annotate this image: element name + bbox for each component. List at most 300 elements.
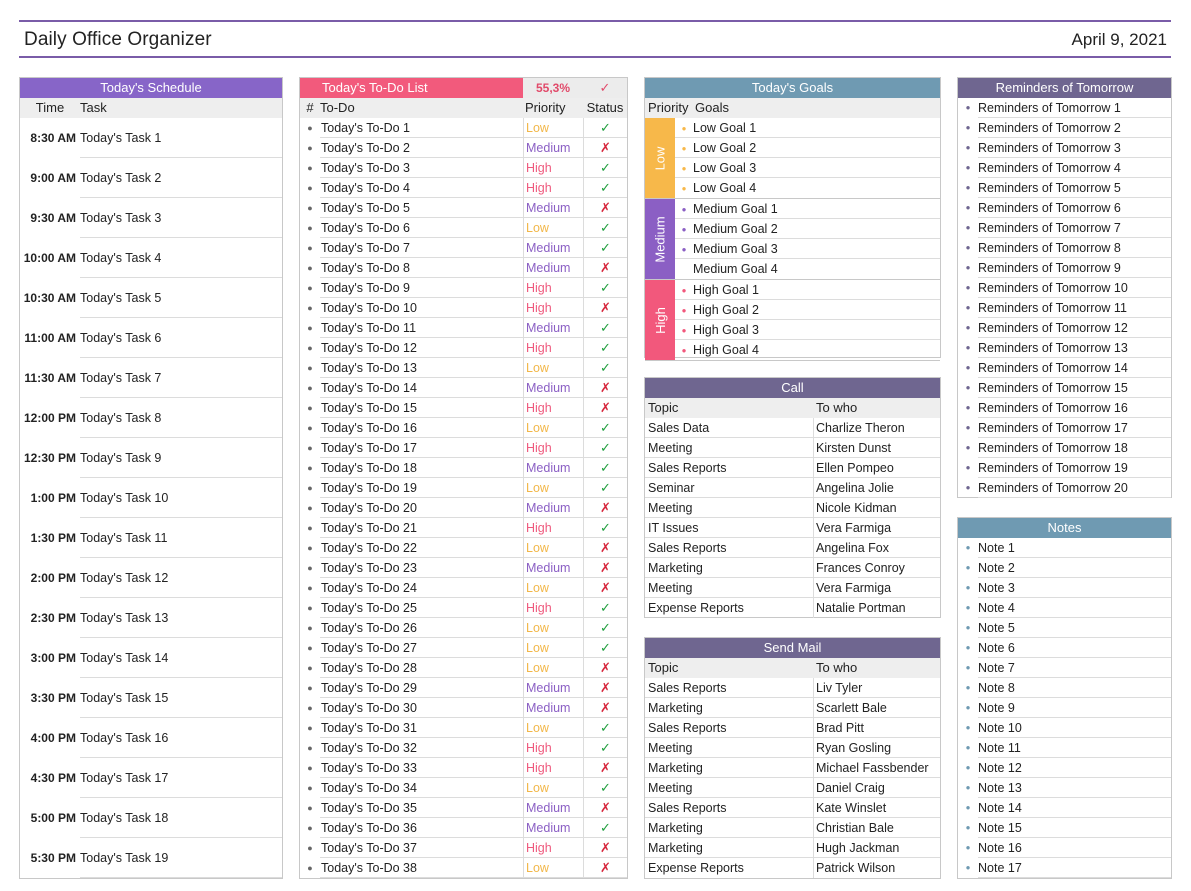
cross-icon[interactable]: ✗	[583, 138, 627, 158]
todo-priority: High	[523, 518, 583, 538]
mail-who: Liv Tyler	[816, 681, 863, 695]
check-icon[interactable]: ✓	[583, 338, 627, 358]
todo-name: Today's To-Do 30	[321, 701, 417, 715]
todo-priority: High	[523, 438, 583, 458]
reminders-item[interactable]	[958, 378, 1171, 398]
check-icon[interactable]: ✓	[583, 738, 627, 758]
notes-item[interactable]	[958, 838, 1171, 858]
bullet-icon: ●	[965, 283, 971, 292]
todo-priority: Low	[523, 778, 583, 798]
goal-item[interactable]	[675, 259, 940, 279]
schedule-row[interactable]	[20, 118, 282, 158]
reminders-item[interactable]	[958, 158, 1171, 178]
cross-icon[interactable]: ✗	[583, 378, 627, 398]
schedule-time: 11:30 AM	[24, 371, 76, 385]
reminders-text: Reminders of Tomorrow 3	[978, 141, 1121, 155]
mail-row[interactable]	[645, 798, 940, 818]
notes-title: Notes	[958, 518, 1171, 538]
mail-panel	[644, 637, 941, 879]
reminders-text: Reminders of Tomorrow 11	[978, 301, 1127, 315]
mail-row[interactable]	[645, 698, 940, 718]
cross-icon[interactable]: ✗	[583, 658, 627, 678]
todo-priority: Medium	[523, 378, 583, 398]
goal-text: High Goal 2	[693, 303, 760, 317]
call-row[interactable]	[645, 538, 940, 558]
todo-priority: Medium	[523, 238, 583, 258]
todo-priority: Low	[523, 418, 583, 438]
todo-name: Today's To-Do 34	[321, 781, 417, 795]
todo-priority: High	[523, 278, 583, 298]
goal-item[interactable]	[675, 118, 940, 138]
todo-row[interactable]	[300, 318, 627, 338]
notes-item[interactable]	[958, 598, 1171, 618]
goal-item[interactable]	[675, 158, 940, 178]
schedule-row[interactable]	[20, 638, 282, 678]
todo-priority: Low	[523, 718, 583, 738]
todo-name: Today's To-Do 28	[321, 661, 417, 675]
mail-topic: Sales Reports	[645, 678, 814, 698]
bullet-icon: ●	[307, 843, 313, 853]
call-row[interactable]	[645, 598, 940, 618]
cross-icon[interactable]: ✗	[583, 758, 627, 778]
call-row[interactable]	[645, 458, 940, 478]
check-icon[interactable]: ✓	[583, 178, 627, 198]
mail-row[interactable]	[645, 778, 940, 798]
bullet-icon: ●	[681, 123, 687, 133]
notes-item[interactable]	[958, 698, 1171, 718]
todo-row[interactable]	[300, 818, 627, 838]
notes-item[interactable]	[958, 538, 1171, 558]
todo-priority: Medium	[523, 318, 583, 338]
mail-topic: Marketing	[645, 698, 814, 718]
mail-who: Scarlett Bale	[816, 701, 887, 715]
todo-priority: High	[523, 178, 583, 198]
todo-row[interactable]	[300, 798, 627, 818]
cross-icon[interactable]: ✗	[583, 858, 627, 878]
bullet-icon: ●	[965, 683, 971, 692]
goal-text: Medium Goal 4	[693, 262, 778, 276]
bullet-icon: ●	[307, 143, 313, 153]
schedule-task: Today's Task 16	[80, 731, 169, 745]
cross-icon[interactable]: ✗	[583, 698, 627, 718]
todo-row[interactable]	[300, 338, 627, 358]
todo-priority: High	[523, 298, 583, 318]
mail-row[interactable]	[645, 818, 940, 838]
check-icon[interactable]: ✓	[583, 778, 627, 798]
todo-row[interactable]	[300, 598, 627, 618]
todo-name: Today's To-Do 2	[321, 141, 411, 155]
mail-topic: Marketing	[645, 838, 814, 858]
schedule-task: Today's Task 18	[80, 811, 169, 825]
reminders-item[interactable]	[958, 238, 1171, 258]
schedule-title: Today's Schedule	[20, 78, 282, 98]
notes-item[interactable]	[958, 658, 1171, 678]
reminders-text: Reminders of Tomorrow 15	[978, 381, 1128, 395]
bullet-icon: ●	[307, 723, 313, 733]
check-icon[interactable]: ✓	[583, 278, 627, 298]
call-row[interactable]	[645, 498, 940, 518]
reminders-item[interactable]	[958, 418, 1171, 438]
todo-name: Today's To-Do 31	[321, 721, 417, 735]
goal-item[interactable]	[675, 239, 940, 259]
bullet-icon: ●	[965, 223, 971, 232]
schedule-row[interactable]	[20, 358, 282, 398]
todo-row[interactable]	[300, 578, 627, 598]
call-row[interactable]	[645, 418, 940, 438]
todo-row[interactable]	[300, 658, 627, 678]
bullet-icon: ●	[965, 123, 971, 132]
bullet-icon: ●	[307, 543, 313, 553]
todo-priority: Low	[523, 578, 583, 598]
todo-priority: Medium	[523, 458, 583, 478]
reminders-text: Reminders of Tomorrow 13	[978, 341, 1128, 355]
check-icon[interactable]: ✓	[583, 518, 627, 538]
mail-who: Kate Winslet	[816, 801, 887, 815]
cross-icon[interactable]: ✗	[583, 298, 627, 318]
schedule-time: 4:30 PM	[30, 771, 76, 785]
reminders-text: Reminders of Tomorrow 5	[978, 181, 1121, 195]
todo-header	[300, 78, 627, 98]
schedule-task: Today's Task 2	[80, 171, 162, 185]
todo-row[interactable]	[300, 438, 627, 458]
goals-col-priority: Priority	[648, 100, 689, 115]
schedule-task: Today's Task 5	[80, 291, 162, 305]
mail-row[interactable]	[645, 758, 940, 778]
bullet-icon: ●	[307, 443, 313, 453]
cross-icon[interactable]: ✗	[583, 838, 627, 858]
check-icon[interactable]: ✓	[583, 238, 627, 258]
check-icon[interactable]: ✓	[583, 618, 627, 638]
schedule-time: 9:30 AM	[30, 211, 76, 225]
reminders-item[interactable]	[958, 98, 1171, 118]
check-icon[interactable]: ✓	[583, 638, 627, 658]
call-panel	[644, 377, 941, 618]
notes-panel	[957, 517, 1172, 879]
todo-row[interactable]	[300, 638, 627, 658]
todo-row[interactable]	[300, 278, 627, 298]
bullet-icon: ●	[965, 783, 971, 792]
schedule-task: Today's Task 7	[80, 371, 162, 385]
check-icon[interactable]: ✓	[583, 478, 627, 498]
goal-item[interactable]	[675, 280, 940, 300]
notes-item[interactable]	[958, 798, 1171, 818]
goal-text: Low Goal 4	[693, 181, 757, 195]
mail-who: Ryan Gosling	[816, 741, 892, 755]
mail-row[interactable]	[645, 738, 940, 758]
schedule-row[interactable]	[20, 598, 282, 638]
todo-row[interactable]	[300, 198, 627, 218]
todo-row[interactable]	[300, 238, 627, 258]
bullet-icon: ●	[681, 345, 687, 355]
schedule-column-header	[20, 98, 282, 118]
todo-row[interactable]	[300, 498, 627, 518]
schedule-row[interactable]	[20, 678, 282, 718]
mail-topic: Marketing	[645, 818, 814, 838]
bullet-icon: ●	[965, 303, 971, 312]
reminders-item[interactable]	[958, 458, 1171, 478]
notes-item[interactable]	[958, 678, 1171, 698]
todo-row[interactable]	[300, 718, 627, 738]
todo-priority: Low	[523, 618, 583, 638]
bullet-icon: ●	[307, 363, 313, 373]
check-icon[interactable]: ✓	[583, 358, 627, 378]
schedule-task: Today's Task 14	[80, 651, 169, 665]
call-col-who: To who	[816, 400, 858, 415]
reminders-item[interactable]	[958, 258, 1171, 278]
call-who: Frances Conroy	[816, 561, 905, 575]
todo-row[interactable]	[300, 458, 627, 478]
bullet-icon: ●	[965, 183, 971, 192]
notes-text: Note 6	[978, 641, 1015, 655]
mail-topic: Meeting	[645, 778, 814, 798]
check-icon[interactable]: ✓	[583, 158, 627, 178]
todo-name: Today's To-Do 20	[321, 501, 417, 515]
schedule-task: Today's Task 13	[80, 611, 169, 625]
todo-column-header	[300, 98, 627, 118]
goal-item[interactable]	[675, 178, 940, 198]
mail-rows	[645, 678, 940, 878]
cross-icon[interactable]: ✗	[583, 558, 627, 578]
schedule-row[interactable]	[20, 158, 282, 198]
todo-priority: High	[523, 338, 583, 358]
row-divider	[978, 497, 1171, 498]
check-icon[interactable]: ✓	[583, 418, 627, 438]
bullet-icon: ●	[965, 843, 971, 852]
todo-row[interactable]	[300, 218, 627, 238]
todo-col-status: Status	[586, 100, 624, 115]
row-divider	[978, 877, 1171, 878]
notes-item[interactable]	[958, 638, 1171, 658]
schedule-row[interactable]	[20, 238, 282, 278]
reminders-item[interactable]	[958, 338, 1171, 358]
todo-row[interactable]	[300, 178, 627, 198]
todo-row[interactable]	[300, 838, 627, 858]
reminders-item[interactable]	[958, 318, 1171, 338]
reminders-item[interactable]	[958, 138, 1171, 158]
goal-item[interactable]	[675, 340, 940, 360]
schedule-row[interactable]	[20, 398, 282, 438]
todo-row[interactable]	[300, 398, 627, 418]
todo-row[interactable]	[300, 138, 627, 158]
todo-row[interactable]	[300, 418, 627, 438]
reminders-item[interactable]	[958, 358, 1171, 378]
call-row[interactable]	[645, 478, 940, 498]
todo-name: Today's To-Do 23	[321, 561, 417, 575]
todo-priority: High	[523, 758, 583, 778]
todo-row[interactable]	[300, 118, 627, 138]
goal-item[interactable]	[675, 219, 940, 239]
mail-column-header	[645, 658, 940, 678]
schedule-time: 12:00 PM	[23, 411, 76, 425]
reminders-item[interactable]	[958, 438, 1171, 458]
bullet-icon: ●	[307, 623, 313, 633]
todo-row[interactable]	[300, 478, 627, 498]
todo-check-icon: ✓	[583, 78, 627, 98]
todo-col-num: #	[306, 100, 314, 115]
todo-row[interactable]	[300, 758, 627, 778]
notes-item[interactable]	[958, 778, 1171, 798]
call-column-header	[645, 398, 940, 418]
mail-who: Daniel Craig	[816, 781, 885, 795]
todo-row[interactable]	[300, 518, 627, 538]
schedule-task: Today's Task 19	[80, 851, 169, 865]
call-who: Vera Farmiga	[816, 521, 892, 535]
cross-icon[interactable]: ✗	[583, 198, 627, 218]
mail-col-topic: Topic	[648, 660, 679, 675]
todo-row[interactable]	[300, 538, 627, 558]
goal-priority-medium	[645, 199, 675, 279]
notes-item[interactable]	[958, 738, 1171, 758]
bullet-icon: ●	[965, 243, 971, 252]
schedule-row[interactable]	[20, 838, 282, 878]
bullet-icon: ●	[681, 285, 687, 295]
todo-row[interactable]	[300, 558, 627, 578]
goal-item[interactable]	[675, 320, 940, 340]
todo-row[interactable]	[300, 618, 627, 638]
cross-icon[interactable]: ✗	[583, 258, 627, 278]
call-row[interactable]	[645, 438, 940, 458]
notes-item[interactable]	[958, 858, 1171, 878]
goal-item[interactable]	[675, 199, 940, 219]
reminders-item[interactable]	[958, 398, 1171, 418]
page-date: April 9, 2021	[1071, 30, 1167, 49]
schedule-row[interactable]	[20, 278, 282, 318]
schedule-row[interactable]	[20, 478, 282, 518]
check-icon[interactable]: ✓	[583, 818, 627, 838]
bullet-icon: ●	[965, 803, 971, 812]
check-icon[interactable]: ✓	[583, 718, 627, 738]
schedule-time: 5:00 PM	[30, 811, 76, 825]
schedule-row[interactable]	[20, 798, 282, 838]
goal-item[interactable]	[675, 138, 940, 158]
notes-text: Note 3	[978, 581, 1015, 595]
notes-item[interactable]	[958, 818, 1171, 838]
todo-name: Today's To-Do 10	[321, 301, 417, 315]
bullet-icon: ●	[965, 603, 971, 612]
notes-item[interactable]	[958, 578, 1171, 598]
check-icon[interactable]: ✓	[583, 318, 627, 338]
goal-priority-high	[645, 280, 675, 360]
check-icon[interactable]: ✓	[583, 218, 627, 238]
reminders-item[interactable]	[958, 278, 1171, 298]
notes-item[interactable]	[958, 718, 1171, 738]
bullet-icon: ●	[307, 563, 313, 573]
todo-name: Today's To-Do 32	[321, 741, 417, 755]
notes-text: Note 15	[978, 821, 1022, 835]
call-who: Angelina Fox	[816, 541, 889, 555]
cross-icon[interactable]: ✗	[583, 678, 627, 698]
mail-row[interactable]	[645, 858, 940, 878]
check-icon[interactable]: ✓	[583, 118, 627, 138]
bullet-icon: ●	[307, 203, 313, 213]
bullet-icon: ●	[681, 325, 687, 335]
goal-item[interactable]	[675, 300, 940, 320]
check-icon[interactable]: ✓	[583, 598, 627, 618]
schedule-row[interactable]	[20, 438, 282, 478]
schedule-row[interactable]	[20, 718, 282, 758]
todo-priority: Low	[523, 858, 583, 878]
bullet-icon: ●	[965, 663, 971, 672]
bullet-icon: ●	[307, 183, 313, 193]
bullet-icon: ●	[681, 183, 687, 193]
reminders-list	[958, 98, 1171, 498]
todo-priority: Low	[523, 118, 583, 138]
goal-priority-low	[645, 118, 675, 198]
todo-panel	[299, 77, 628, 879]
call-who: Angelina Jolie	[816, 481, 894, 495]
cross-icon[interactable]: ✗	[583, 398, 627, 418]
call-row[interactable]	[645, 578, 940, 598]
call-row[interactable]	[645, 558, 940, 578]
todo-row[interactable]	[300, 738, 627, 758]
reminders-item[interactable]	[958, 478, 1171, 498]
notes-text: Note 8	[978, 681, 1015, 695]
todo-row[interactable]	[300, 358, 627, 378]
mail-row[interactable]	[645, 838, 940, 858]
schedule-task: Today's Task 4	[80, 251, 162, 265]
goal-priority-label: Low	[652, 146, 668, 170]
todo-row[interactable]	[300, 698, 627, 718]
cross-icon[interactable]: ✗	[583, 498, 627, 518]
header-bottom-rule	[19, 56, 1171, 58]
cross-icon[interactable]: ✗	[583, 538, 627, 558]
reminders-item[interactable]	[958, 178, 1171, 198]
reminders-item[interactable]	[958, 118, 1171, 138]
todo-title: Today's To-Do List	[300, 78, 523, 98]
call-topic: Meeting	[645, 498, 814, 518]
reminders-item[interactable]	[958, 298, 1171, 318]
mail-row[interactable]	[645, 718, 940, 738]
notes-item[interactable]	[958, 758, 1171, 778]
todo-row[interactable]	[300, 678, 627, 698]
reminders-item[interactable]	[958, 218, 1171, 238]
notes-item[interactable]	[958, 618, 1171, 638]
check-icon[interactable]: ✓	[583, 438, 627, 458]
schedule-row[interactable]	[20, 198, 282, 238]
todo-name: Today's To-Do 3	[321, 161, 411, 175]
todo-name: Today's To-Do 8	[321, 261, 411, 275]
check-icon[interactable]: ✓	[583, 458, 627, 478]
schedule-row[interactable]	[20, 758, 282, 798]
row-divider	[80, 877, 282, 878]
todo-row[interactable]	[300, 858, 627, 878]
notes-item[interactable]	[958, 558, 1171, 578]
goals-title: Today's Goals	[645, 78, 940, 98]
todo-row[interactable]	[300, 378, 627, 398]
todo-row[interactable]	[300, 158, 627, 178]
bullet-icon: ●	[307, 703, 313, 713]
call-row[interactable]	[645, 518, 940, 538]
todo-row[interactable]	[300, 258, 627, 278]
reminders-text: Reminders of Tomorrow 20	[978, 481, 1128, 495]
schedule-row[interactable]	[20, 558, 282, 598]
reminders-item[interactable]	[958, 198, 1171, 218]
cross-icon[interactable]: ✗	[583, 578, 627, 598]
schedule-row[interactable]	[20, 318, 282, 358]
todo-name: Today's To-Do 22	[321, 541, 417, 555]
todo-row[interactable]	[300, 298, 627, 318]
schedule-task: Today's Task 11	[80, 531, 168, 545]
schedule-row[interactable]	[20, 518, 282, 558]
reminders-text: Reminders of Tomorrow 9	[978, 261, 1121, 275]
bullet-icon: ●	[307, 483, 313, 493]
cross-icon[interactable]: ✗	[583, 798, 627, 818]
goals-groups	[645, 118, 940, 361]
todo-name: Today's To-Do 26	[321, 621, 417, 635]
goal-text: High Goal 1	[693, 283, 760, 297]
mail-row[interactable]	[645, 678, 940, 698]
todo-row[interactable]	[300, 778, 627, 798]
